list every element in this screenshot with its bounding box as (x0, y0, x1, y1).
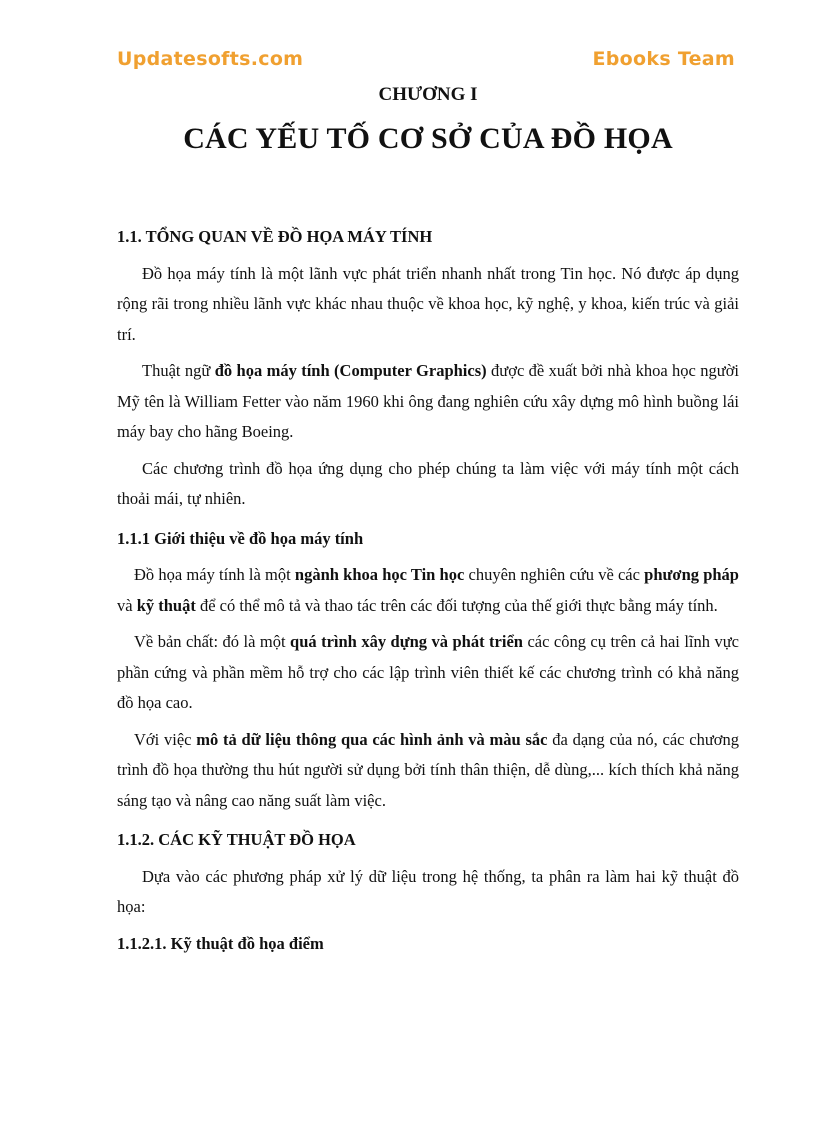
section-heading-1-1: 1.1. TỔNG QUAN VỀ ĐỒ HỌA MÁY TÍNH (117, 227, 433, 246)
bold-term: kỹ thuật (136, 595, 196, 615)
chapter-label: CHƯƠNG I (378, 84, 478, 105)
paragraph-1-1-1-data (117, 725, 739, 817)
header-left-brand: Updatesofts.com (117, 48, 304, 70)
section-heading-1-1-2: 1.1.2. CÁC KỸ THUẬT ĐỒ HỌA (117, 830, 356, 849)
paragraph-text: Thuật ngữ (142, 361, 215, 380)
paragraph-1-1-apps: Các chương trình đồ họa ứng dụng cho phép chúng ta làm việc với máy tính một cách thoải mái, tự nhiên. (117, 458, 739, 508)
bold-term: ngành khoa học Tin học (294, 565, 465, 584)
paragraph-text: Về bản chất: đó là một (134, 632, 291, 651)
bold-term: đồ họa máy tính (Computer Graphics) (214, 361, 487, 380)
section-heading-1-1-1: 1.1.1 Giới thiệu về đồ họa máy tính (117, 528, 364, 548)
section-heading-1-1-2-1: 1.1.2.1. Kỹ thuật đồ họa điểm (117, 933, 324, 953)
chapter-title: CÁC YẾU TỐ CƠ SỞ CỦA ĐỒ HỌA (183, 122, 673, 155)
document-body (117, 222, 739, 959)
paragraph-1-1-1-definition (117, 560, 739, 621)
bold-term: quá trình xây dựng và phát triển (290, 632, 523, 651)
paragraph-text: các công cụ trên cả hai lĩnh vực phần cứng và phần mềm hỗ trợ cho các lập trình viên thiết kế các chương trình có khả năng đồ họa cao. (117, 632, 739, 712)
paragraph-text: Đồ họa máy tính là một (134, 565, 295, 584)
bold-term: phương pháp (644, 565, 739, 584)
bold-term: mô tả dữ liệu thông qua các hình ảnh và màu sắc (196, 729, 548, 749)
paragraph-1-1-2-intro: Dựa vào các phương pháp xử lý dữ liệu trong hệ thống, ta phân ra làm hai kỹ thuật đồ họa: (117, 866, 739, 916)
paragraph-text: đa dạng của nó, các chương trình đồ họa thường thu hút người sử dụng bởi tính thân thiện, dễ dùng,... kích thích khả năng sáng tạo và nâng cao năng suất làm việc. (117, 729, 739, 810)
paragraph-1-1-term (117, 356, 739, 448)
paragraph-text: Với việc (134, 729, 197, 749)
paragraph-1-1-1-nature (117, 627, 739, 719)
paragraph-text: để có thể mô tả và thao tác trên các đối tượng của thế giới thực bằng máy tính. (195, 595, 718, 615)
paragraph-1-1-intro: Đồ họa máy tính là một lãnh vực phát triển nhanh nhất trong Tin học. Nó được áp dụng rộng rãi trong nhiều lãnh vực khác nhau thuộc về khoa học, kỹ nghệ, y khoa, kiến trúc và giải trí. (117, 263, 739, 344)
paragraph-text: và (117, 595, 137, 615)
paragraph-text: chuyên nghiên cứu về các (464, 565, 645, 584)
header-right-brand: Ebooks Team (592, 48, 735, 70)
paragraph-text: được đề xuất bởi nhà khoa học người Mỹ tên là William Fetter vào năm 1960 khi ông đang nghiên cứu xây dựng mô hình buồng lái máy bay cho hãng Boeing. (117, 361, 740, 441)
